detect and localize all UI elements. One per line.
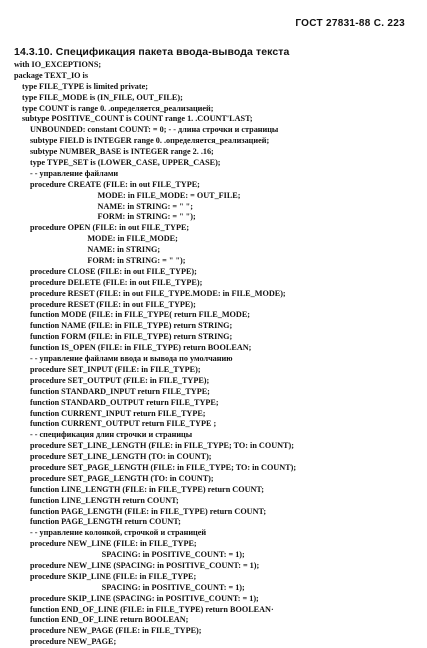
code-line: function END_OF_LINE return BOOLEAN; (30, 615, 189, 625)
code-line: procedure SET_INPUT (FILE: in FILE_TYPE); (30, 364, 201, 374)
code-line: procedure NEW_PAGE (FILE: in FILE_TYPE); (30, 626, 202, 636)
code-line: UNBOUNDED: constant COUNT: = 0; - - длина строчки и страницы (30, 125, 279, 135)
code-line: procedure NEW_LINE (SPACING: in POSITIVE_COUNT: = 1); (30, 560, 260, 570)
code-line: function LINE_LENGTH (FILE: in FILE_TYPE) return COUNT; (30, 484, 264, 494)
code-line: function FORM (FILE: in FILE_TYPE) return STRING; (30, 332, 233, 342)
code-line: function STANDARD_INPUT return FILE_TYPE; (30, 386, 210, 396)
code-line: package TEXT_IO is (14, 70, 89, 80)
code-line: procedure CLOSE (FILE: in out FILE_TYPE); (30, 266, 197, 276)
code-line: type FILE_TYPE is limited private; (22, 81, 148, 91)
code-line: function LINE_LENGTH return COUNT; (30, 495, 179, 505)
code-line: procedure RESET (FILE: in out FILE_TYPE.MODE: in FILE_MODE); (30, 288, 286, 298)
code-line: type FILE_MODE is (IN_FILE, OUT_FILE); (22, 92, 183, 102)
code-line: FORM: in STRING: = " "); (30, 256, 186, 266)
code-line: procedure RESET (FILE: in out FILE_TYPE); (30, 299, 196, 309)
code-line: function STANDARD_OUTPUT return FILE_TYPE; (30, 397, 219, 407)
code-line: procedure SKIP_LINE (FILE: in FILE_TYPE; (30, 571, 197, 581)
code-line: procedure NEW_PAGE; (30, 637, 117, 647)
code-line: function NAME (FILE: in FILE_TYPE) return STRING; (30, 321, 233, 331)
code-line: NAME: in STRING; (30, 245, 161, 255)
section-title: 14.3.10. Спецификация пакета ввода-вывода текста (14, 46, 290, 58)
code-line: subtype NUMBER_BASE is INTEGER range 2. .16; (30, 147, 214, 157)
code-line: subtype FIELD is INTEGER range 0. .определяется_реализацией; (30, 136, 270, 146)
code-line: procedure NEW_LINE (FILE: in FILE_TYPE; (30, 539, 197, 549)
code-line: procedure SET_LINE_LENGTH (TO: in COUNT); (30, 452, 212, 462)
page-header: ГОСТ 27831-88 С. 223 (295, 18, 405, 29)
code-line: MODE: in FILE_MODE; (30, 234, 178, 244)
code-line: - - управление файлами ввода и вывода по умолчанию (30, 354, 233, 364)
code-line: type COUNT is range 0. .определяется_реализацией; (22, 103, 214, 113)
code-line: - - спецификация длин строчки и страницы (30, 430, 193, 440)
code-line: procedure SET_LINE_LENGTH (FILE: in FILE_TYPE; TO: in COUNT); (30, 441, 294, 451)
code-line: - - управление колонкой, строчкой и страницей (30, 528, 207, 538)
code-line: procedure DELETE (FILE: in out FILE_TYPE); (30, 277, 203, 287)
code-line: NAME: in STRING: = " "; (30, 201, 193, 211)
code-line: procedure SKIP_LINE (SPACING: in POSITIVE_COUNT: = 1); (30, 593, 259, 603)
code-line: procedure CREATE (FILE: in out FILE_TYPE; (30, 179, 200, 189)
code-line: function IS_OPEN (FILE: in FILE_TYPE) return BOOLEAN; (30, 343, 252, 353)
code-line: procedure SET_PAGE_LENGTH (TO: in COUNT); (30, 473, 214, 483)
code-line: function PAGE_LENGTH (FILE: in FILE_TYPE) return COUNT; (30, 506, 267, 516)
code-line: subtype POSITIVE_COUNT is COUNT range 1. .COUNT'LAST; (22, 114, 253, 124)
code-line: function END_OF_LINE (FILE: in FILE_TYPE) return BOOLEAN· (30, 604, 274, 614)
code-line: SPACING: in POSITIVE_COUNT: = 1); (30, 582, 245, 592)
code-line: procedure SET_OUTPUT (FILE: in FILE_TYPE); (30, 375, 210, 385)
code-line: function PAGE_LENGTH return COUNT; (30, 517, 181, 527)
code-line: function CURRENT_INPUT return FILE_TYPE; (30, 408, 206, 418)
code-line: MODE: in FILE_MODE: = OUT_FILE; (30, 190, 241, 200)
code-line: - - управление файлами (30, 168, 119, 178)
code-line: procedure SET_PAGE_LENGTH (FILE: in FILE_TYPE; TO: in COUNT); (30, 462, 297, 472)
code-line: type TYPE_SET is (LOWER_CASE, UPPER_CASE); (30, 158, 221, 168)
code-line: function MODE (FILE: in FILE_TYPE( return FILE_MODE; (30, 310, 251, 320)
code-line: procedure OPEN (FILE: in out FILE_TYPE; (30, 223, 190, 233)
code-line: function CURRENT_OUTPUT return FILE_TYPE ; (30, 419, 217, 429)
code-listing (14, 60, 421, 648)
code-line: FORM: in STRING: = " "); (30, 212, 196, 222)
code-line: SPACING: in POSITIVE_COUNT: = 1); (30, 550, 245, 560)
code-line: with IO_EXCEPTIONS; (14, 60, 102, 69)
